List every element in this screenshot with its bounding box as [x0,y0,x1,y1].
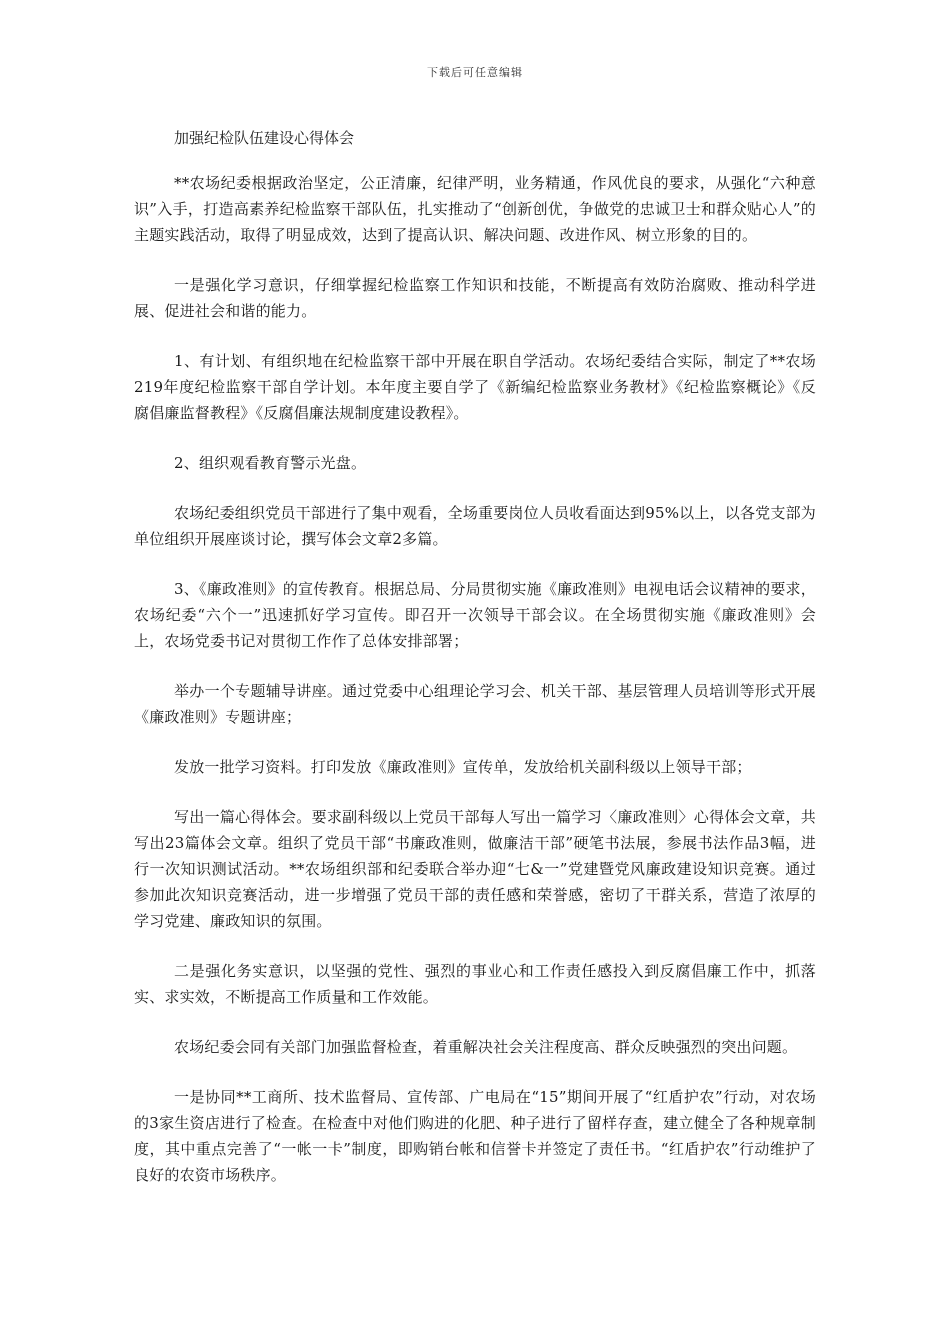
paragraph: 发放一批学习资料。打印发放《廉政准则》宣传单，发放给机关副科级以上领导干部； [174,758,752,776]
paragraph: 1、有计划、有组织地在纪检监察干部中开展在职自学活动。农场纪委结合实际，制定了**农场219年度纪检监察干部自学计划。本年度主要自学了《新编纪检监察业务教材》《纪检监察概论》《反腐倡廉监督教程》《反腐倡廉法规制度建设教程》。 [134,352,816,422]
paragraph: 举办一个专题辅导讲座。通过党委中心组理论学习会、机关干部、基层管理人员培训等形式开展《廉政准则》专题讲座； [134,682,816,726]
paragraph: 二是强化务实意识，以坚强的党性、强烈的事业心和工作责任感投入到反腐倡廉工作中，抓落实、求实效，不断提高工作质量和工作效能。 [134,962,816,1006]
document-body [134,170,816,1212]
document-title: 加强纪检队伍建设心得体会 [174,129,355,147]
paragraph: 一是协同**工商所、技术监督局、宣传部、广电局在“15”期间开展了“红盾护农”行动，对农场的3家生资店进行了检查。在检查中对他们购进的化肥、种子进行了留样存查，建立健全了各种规章制度，其中重点完善了“一帐一卡”制度，即购销台帐和信誉卡并签定了责任书。“红盾护农”行动维护了良好的农资市场秩序。 [134,1088,816,1184]
paragraph: 农场纪委会同有关部门加强监督检查，着重解决社会关注程度高、群众反映强烈的突出问题。 [174,1038,798,1056]
page-header-note: 下载后可任意编辑 [427,66,523,79]
paragraph: **农场纪委根据政治坚定，公正清廉，纪律严明，业务精通，作风优良的要求，从强化“六种意识”入手，打造高素养纪检监察干部队伍，扎实推动了“创新创优，争做党的忠诚卫士和群众贴心人”的主题实践活动，取得了明显成效，达到了提高认识、解决问题、改进作风、树立形象的目的。 [134,174,816,244]
paragraph: 农场纪委组织党员干部进行了集中观看，全场重要岗位人员收看面达到95%以上，以各党支部为单位组织开展座谈讨论，撰写体会文章2多篇。 [134,504,816,548]
paragraph: 一是强化学习意识，仔细掌握纪检监察工作知识和技能，不断提高有效防治腐败、推动科学进展、促进社会和谐的能力。 [134,276,816,320]
paragraph: 2、组织观看教育警示光盘。 [174,454,367,472]
paragraph: 写出一篇心得体会。要求副科级以上党员干部每人写出一篇学习〈廉政准则〉心得体会文章，共写出23篇体会文章。组织了党员干部“书廉政准则，做廉洁干部”硬笔书法展，参展书法作品3幅，进行一次知识测试活动。**农场组织部和纪委联合举办迎“七&一”党建暨党风廉政建设知识竞赛。通过参加此次知识竞赛活动，进一步增强了党员干部的责任感和荣誉感，密切了干群关系，营造了浓厚的学习党建、廉政知识的氛围。 [134,808,816,930]
paragraph: 3、《廉政准则》的宣传教育。根据总局、分局贯彻实施《廉政准则》电视电话会议精神的要求，农场纪委“六个一”迅速抓好学习宣传。即召开一次领导干部会议。在全场贯彻实施《廉政准则》会上，农场党委书记对贯彻工作作了总体安排部署； [134,580,816,650]
